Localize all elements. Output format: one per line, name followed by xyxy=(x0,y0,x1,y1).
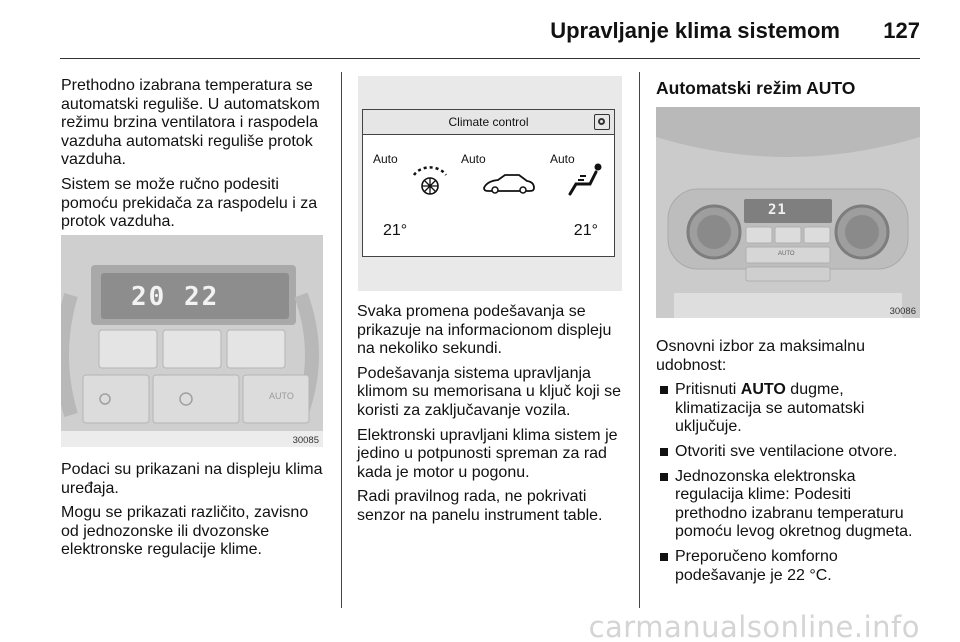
car-icon xyxy=(481,172,537,196)
auto-panel-figure xyxy=(656,107,920,318)
climate-panel-figure xyxy=(61,235,323,447)
display-readout: 20 22 xyxy=(131,282,220,312)
figure-number: 30085 xyxy=(292,435,319,446)
distribution-auto-label: Auto xyxy=(461,152,486,166)
paragraph: Mogu se prikazati različito, zavisno od jednozonske ili dvozonske elektronske regulacije klime. xyxy=(61,504,309,559)
column-divider xyxy=(639,72,640,608)
paragraph: Sistem se može ručno podesiti pomoću prekidača za raspodelu i za protok vazduha. xyxy=(61,175,318,231)
fan-icon xyxy=(410,165,450,197)
temperature-left: 21° xyxy=(383,222,408,239)
paragraph: Osnovni izbor za maksimalnu udobnost: xyxy=(656,338,865,374)
paragraph: Svaka promena podešavanja se prikazuje na informacionom displeju na nekoliko sekundi. xyxy=(357,303,612,358)
climate-display-figure xyxy=(358,76,622,291)
bullet-list xyxy=(656,381,924,585)
auto-button[interactable]: AUTO xyxy=(778,251,795,257)
paragraph: Podešavanja sistema upravljanja klimom su memorisana u ključ koji se koristi za zaključavanje vozila. xyxy=(357,364,622,419)
bullet-square-icon xyxy=(660,473,668,481)
bullet-square-icon xyxy=(660,553,668,561)
display-readout: 21 xyxy=(768,202,787,218)
bullet-square-icon xyxy=(660,386,668,394)
list-item: Otvoriti sve ventilacione otvore. xyxy=(656,443,924,462)
list-item: Preporučeno komforno podešavanje je 22 °C. xyxy=(656,548,924,585)
seat-auto-label: Auto xyxy=(550,152,575,166)
screen-title: Climate control xyxy=(448,115,529,129)
auto-panel-illustration xyxy=(656,107,920,318)
page-number: 127 xyxy=(883,18,920,43)
column-2 xyxy=(357,303,627,532)
column-3 xyxy=(656,338,924,591)
seat-airflow-icon xyxy=(568,162,608,198)
page-title: Upravljanje klima sistemom xyxy=(550,18,840,43)
page-header xyxy=(60,18,920,62)
paragraph: Podaci su prikazani na displeju klima uređaja. xyxy=(61,461,323,497)
list-item: Jednozonska elektronska regulacija klime: Podesiti prethodno izabranu temperaturu pomoću levog okretnog dugmeta. xyxy=(656,468,924,542)
climate-panel-illustration xyxy=(61,235,323,447)
header-rule xyxy=(60,58,920,59)
auto-button-label: AUTO xyxy=(269,391,294,401)
figure-number: 30086 xyxy=(889,306,916,317)
list-item: Pritisnuti AUTO dugme, klimatizacija se automatski uključuje. xyxy=(656,381,924,437)
paragraph: Prethodno izabrana temperatura se automatski reguliše. U automatskom režimu brzina ventilatora i raspodela vazduha automatski reguliše protok vazduha. xyxy=(61,77,320,169)
column-1-top xyxy=(61,77,327,238)
section-heading: Automatski režim AUTO xyxy=(656,78,856,98)
temperature-right: 21° xyxy=(573,222,598,239)
paragraph: Elektronski upravljani klima sistem je jedino u potpunosti spreman za rad kada je motor u pogonu. xyxy=(357,426,618,481)
fan-auto-label: Auto xyxy=(373,152,398,166)
bullet-square-icon xyxy=(660,448,668,456)
info-display-screen xyxy=(362,109,615,257)
paragraph: Radi pravilnog rada, ne pokrivati senzor na panelu instrument table. xyxy=(357,488,603,524)
watermark: carmanualsonline.info xyxy=(588,610,920,642)
column-divider xyxy=(341,72,342,608)
settings-gear-icon[interactable] xyxy=(594,114,610,130)
column-1-bottom xyxy=(61,461,327,566)
